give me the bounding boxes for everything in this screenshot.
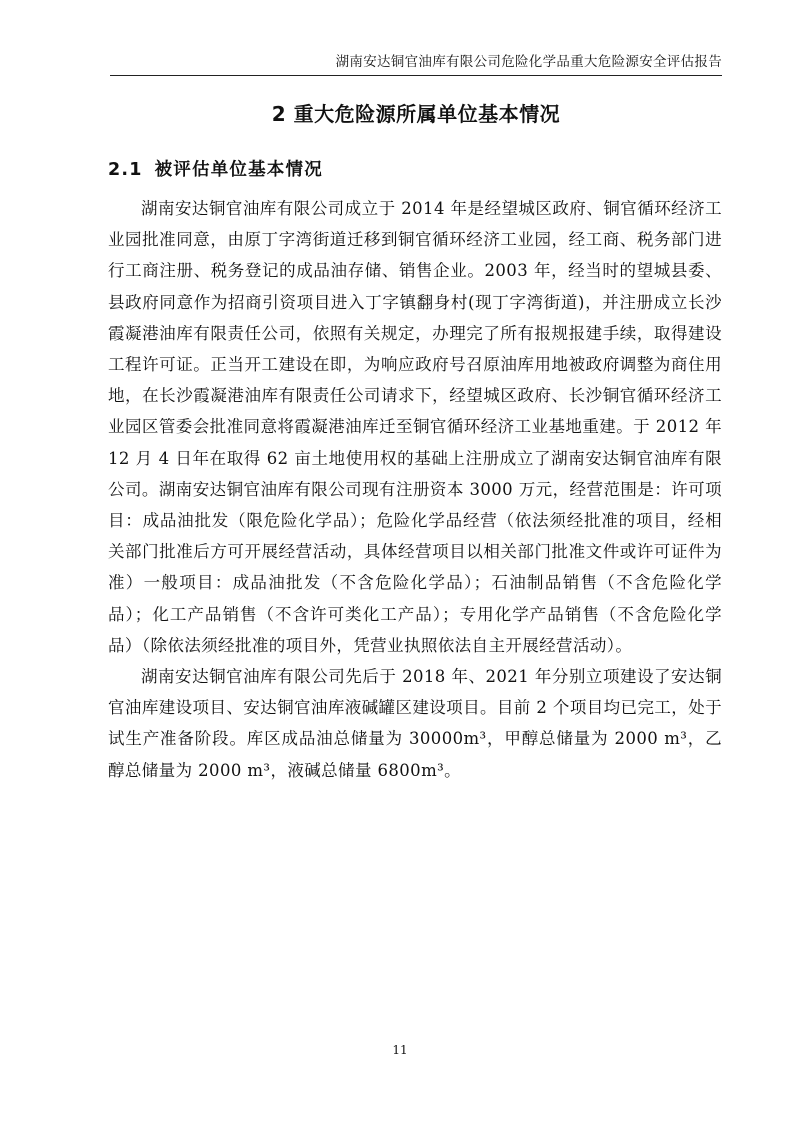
paragraph-projects-storage: 湖南安达铜官油库有限公司先后于 2018 年、2021 年分别立项建设了安达铜官油库建设项目、安达铜官油库液碱罐区建设项目。目前 2 个项目均已完工，处于试生产准备阶段。库区成品油总储量为 30000m³，甲醇总储量为 2000 m³，乙醇总储量为 2000 m³，液碱总储量 6800m³。 — [108, 667, 722, 780]
paragraph-company-history: 湖南安达铜官油库有限公司成立于 2014 年是经望城区政府、铜官循环经济工业园批准同意，由原丁字湾街道迁移到铜官循环经济工业园，经工商、税务部门进行工商注册、税务登记的成品油存储、销售企业。2003 年，经当时的望城县委、县政府同意作为招商引资项目进入丁字镇翻身村(现丁字湾街道)，并注册成立长沙霞凝港油库有限责任公司，依照有关规定，办理完了所有报规报建手续，取得建设工程许可证。正当开工建设在即，为响应政府号召原油库用地被政府调整为商住用地，在长沙霞凝港油库有限责任公司请求下，经望城区政府、长沙铜官循环经济工业园区管委会批准同意将霞凝港油库迁至铜官循环经济工业基地重建。于 2012 年 12 月 4 日年在取得 62 亩土地使用权的基础上注册成立了湖南安达铜官油库有限公司。湖南安达铜官油库有限公司现有注册资本 3000 万元，经营范围是：许可项目：成品油批发（限危险化学品）；危险化学品经营（依法须经批准的项目，经相关部门批准后方可开展经营活动，具体经营项目以相关部门批准文件或许可证件为准）一般项目：成品油批发（不含危险化学品）；石油制品销售（不含危险化学品）；化工产品销售（不含许可类化工产品）；专用化学产品销售（不含危险化学品）（除依法须经批准的项目外，凭营业执照依法自主开展经营活动）。 — [108, 199, 722, 655]
section-title: 被评估单位基本情况 — [154, 160, 323, 180]
page-number: 11 — [392, 1043, 408, 1057]
section-number: 2.1 — [108, 160, 143, 180]
header-divider — [110, 75, 722, 76]
chapter-title: 2 重大危险源所属单位基本情况 — [271, 102, 561, 126]
body-text — [108, 193, 722, 786]
running-header: 湖南安达铜官油库有限公司危险化学品重大危险源安全评估报告 — [335, 54, 722, 70]
section-heading — [108, 154, 323, 186]
